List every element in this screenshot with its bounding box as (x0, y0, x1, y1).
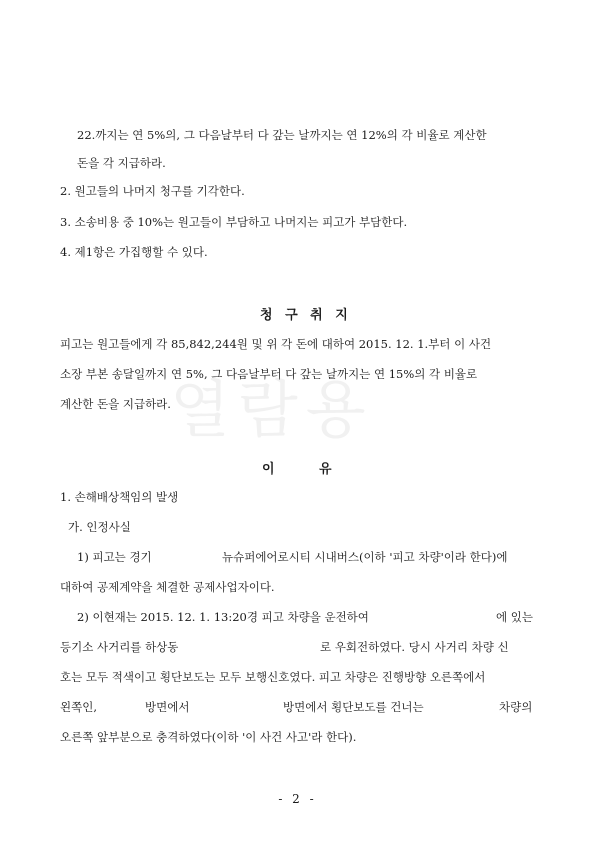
para-2-line-5: 오른쪽 앞부분으로 충격하였다(이하 '이 사건 사고'라 한다). (60, 730, 357, 744)
para-2-line-2b: 로 우회전하였다. 당시 사거리 차량 신 (320, 640, 509, 654)
para-2-line-4a: 왼쪽인, (60, 700, 97, 714)
order-item-2: 2. 원고들의 나머지 청구를 기각한다. (60, 184, 245, 198)
section-1-title: 1. 손해배상책임의 발생 (60, 490, 179, 504)
claim-heading: 청 구 취 지 (260, 308, 352, 323)
para-1-line-2: 대하여 공제계약을 체결한 공제사업자이다. (60, 580, 275, 594)
order-line-cont-2: 돈을 각 지급하라. (77, 156, 166, 170)
para-2-line-4b: 방면에서 (145, 700, 190, 714)
page-number: - 2 - (278, 792, 317, 806)
para-1-line-1b: 뉴슈퍼에어로시티 시내버스(이하 '피고 차량'이라 한다)에 (222, 550, 508, 564)
para-2-line-2a: 등기소 사거리를 하상동 (60, 640, 179, 654)
reasons-heading-left: 이 (262, 462, 279, 477)
order-item-3: 3. 소송비용 중 10%는 원고들이 부담하고 나머지는 피고가 부담한다. (60, 215, 408, 229)
para-2-line-4c: 방면에서 횡단보도를 건너는 (283, 700, 424, 714)
order-line-cont-1: 22.까지는 연 5%의, 그 다음날부터 다 갚는 날까지는 연 12%의 각 비율로 계산한 (77, 128, 487, 142)
para-2-line-1a: 2) 이현재는 2015. 12. 1. 13:20경 피고 차량을 운전하여 (77, 610, 369, 624)
claim-line-2: 소장 부본 송달일까지 연 5%, 그 다음날부터 다 갚는 날까지는 연 15%의 각 비율로 (60, 367, 478, 381)
watermark: 열람용 (170, 373, 374, 446)
claim-line-1: 피고는 원고들에게 각 85,842,244원 및 위 각 돈에 대하여 2015. 12. 1.부터 이 사건 (60, 337, 492, 351)
claim-line-3: 계산한 돈을 지급하라. (60, 397, 171, 411)
order-item-4: 4. 제1항은 가집행할 수 있다. (60, 245, 208, 259)
reasons-heading-right: 유 (319, 462, 336, 477)
para-2-line-4d: 차량의 (499, 700, 533, 714)
subsection-a-title: 가. 인정사실 (68, 520, 131, 534)
para-2-line-3: 호는 모두 적색이고 횡단보도는 모두 보행신호였다. 피고 차량은 진행방향 오른쪽에서 (60, 670, 486, 684)
para-2-line-1b: 에 있는 (496, 610, 533, 624)
para-1-line-1a: 1) 피고는 경기 (77, 550, 152, 564)
